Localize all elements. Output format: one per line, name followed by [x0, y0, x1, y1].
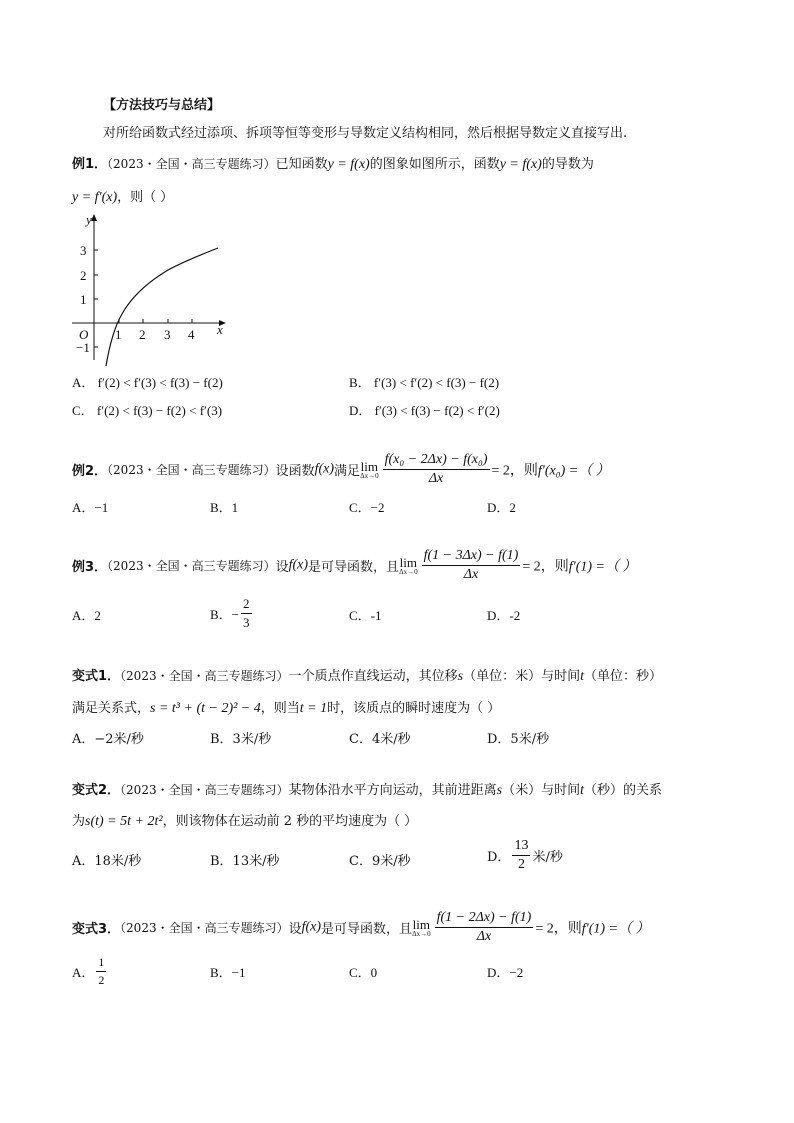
y-axis-arrow [91, 214, 97, 221]
variant-1-stem-line-2 [72, 697, 500, 717]
origin-label: O [79, 327, 89, 342]
example-2-numerator: f(x₀ − 2Δx) − f(x₀) [383, 452, 490, 470]
variant-2-option-d-num: 13 [512, 838, 530, 856]
variant-2-option-b[interactable]: B．13米/秒 [210, 854, 280, 869]
variant-3-text: 设 [288, 922, 302, 937]
variant-1-t: t [580, 669, 584, 684]
variant-1-option-d[interactable]: D．5米/秒 [487, 732, 550, 747]
example-1-text: 已知函数 [275, 157, 328, 172]
variant-2-option-a[interactable]: A．18米/秒 [72, 854, 142, 869]
variant-3-source: （2023・全国・高三专题练习） [120, 921, 289, 935]
example-1-option-a[interactable]: A． f′(2) < f′(3) < f(3) − f(2) [72, 375, 223, 390]
function-curve [106, 248, 218, 366]
variant-2-text-3: （秒）的关系 [583, 783, 662, 798]
example-1-option-c[interactable]: C． f′(2) < f(3) − f(2) < f′(3) [72, 403, 223, 418]
variant-1-formula: s = t³ + (t − 2)² − 4 [150, 701, 261, 716]
variant-2-option-d-den: 2 [517, 857, 525, 872]
example-3-function: f(x) [288, 557, 309, 573]
example-1-option-d[interactable]: D． f′(3) < f(3) − f(2) < f′(2) [349, 403, 500, 418]
example-3-option-c[interactable]: C．-1 [349, 608, 382, 623]
example-2-stem [72, 452, 610, 487]
example-3-ask: f′(1) =（ ） [568, 559, 637, 575]
example-3-limit-word: lim [399, 554, 417, 570]
example-3-option-b-prefix: B．− [210, 607, 240, 622]
variant-2-option-d-prefix: D． [487, 850, 511, 865]
variant-2-stem [72, 779, 662, 799]
x-tick-label-2: 2 [139, 327, 146, 342]
variant-3-option-a-num: 1 [96, 955, 106, 972]
variant-3-limit-word: lim [412, 916, 430, 932]
variant-1-option-a[interactable]: A．−2米/秒 [72, 732, 144, 747]
example-2-limit [360, 460, 379, 480]
example-3-option-b-num: 2 [241, 596, 252, 614]
variant-2-label: 变式2． [72, 783, 121, 798]
y-tick-label-1: 1 [80, 292, 87, 307]
variant-1-text-4: 满足关系式， [72, 701, 151, 716]
example-3-limit-sub: Δx→0 [399, 567, 418, 576]
variant-3-text-2: 是可导函数，且 [321, 922, 413, 937]
variant-3-equals: = 2，则 [535, 921, 582, 937]
example-2-ask: f′(x₀) =（ ） [537, 463, 610, 479]
variant-1-text: 一个质点作直线运动，其位移 [288, 669, 458, 684]
variant-2-source: （2023・全国・高三专题练习） [120, 783, 289, 797]
variant-1-stem [72, 665, 662, 685]
function-graph [68, 210, 238, 370]
variant-3-limit-sub: Δx→0 [412, 929, 431, 938]
variant-3-option-a-fraction [96, 955, 106, 988]
variant-3-denominator: Δx [476, 929, 492, 944]
variant-1-text-2: （单位：米）与时间 [463, 669, 581, 684]
variant-1-s: s [457, 669, 464, 684]
variant-2-text-2: （米）与时间 [502, 783, 581, 798]
variant-3-numerator: f(1 − 2Δx) − f(1) [435, 910, 534, 928]
variant-1-option-c[interactable]: C．4米/秒 [349, 732, 411, 747]
example-1-stem-line-2 [72, 186, 173, 206]
y-axis-label: y [86, 212, 92, 227]
example-3-option-b[interactable] [210, 596, 254, 631]
example-3-option-b-fraction [241, 596, 252, 631]
example-2-option-a[interactable]: A．−1 [72, 500, 109, 515]
section-title: 【方法技巧与总结】 [103, 98, 221, 113]
variant-1-condition: t = 1 [299, 701, 328, 716]
variant-2-option-d-fraction [512, 838, 530, 873]
example-3-stem [72, 548, 636, 583]
variant-1-text-5: ，则当 [260, 701, 300, 716]
x-axis-label: x [217, 322, 223, 337]
example-3-option-d[interactable]: D．-2 [487, 608, 521, 623]
example-1-source: （2023・全国・高三专题练习） [107, 157, 276, 171]
example-2-fraction [383, 452, 490, 487]
example-2-option-c[interactable]: C．−2 [349, 500, 385, 515]
variant-2-t: t [580, 783, 584, 798]
example-3-text-2: 是可导函数，且 [308, 560, 400, 575]
variant-3-limit [412, 918, 431, 938]
variant-3-fraction [435, 910, 534, 945]
variant-3-label: 变式3． [72, 922, 121, 937]
variant-2-option-d-unit: 米/秒 [532, 850, 563, 865]
example-3-limit [399, 556, 418, 576]
variant-1-option-b[interactable]: B．3米/秒 [210, 732, 272, 747]
variant-2-s: s [496, 783, 503, 798]
variant-3-option-d[interactable]: D．−2 [487, 965, 524, 980]
example-2-option-b[interactable]: B．1 [210, 500, 239, 515]
example-2-limit-word: lim [360, 458, 378, 474]
example-3-option-b-den: 3 [243, 615, 250, 630]
example-3-fraction [422, 548, 521, 583]
example-1-label: 例1． [72, 157, 108, 172]
example-3-equals: = 2，则 [522, 559, 569, 575]
example-2-function: f(x) [314, 461, 335, 477]
example-3-text: 设 [275, 560, 289, 575]
example-2-text: 设函数 [275, 464, 315, 479]
variant-2-text: 某物体沿水平方向运动，其前进距离 [288, 783, 497, 798]
variant-2-option-d[interactable] [487, 838, 563, 873]
example-1-ask: ，则（ ） [117, 190, 174, 205]
example-3-source: （2023・全国・高三专题练习） [107, 559, 276, 573]
example-1-function-2: y = f(x) [499, 157, 542, 172]
y-tick-label-2: 2 [80, 268, 87, 283]
y-tick-label-3: 3 [80, 243, 87, 258]
variant-3-option-a[interactable] [72, 955, 108, 988]
example-2-limit-sub: Δx→0 [360, 471, 379, 480]
example-3-option-a[interactable]: A．2 [72, 608, 101, 623]
variant-2-stem-line-2 [72, 810, 417, 830]
example-1-derivative: y = f′(x) [72, 190, 118, 205]
variant-3-ask: f′(1) =（ ） [581, 921, 650, 937]
example-3-label: 例3． [72, 560, 108, 575]
example-2-source: （2023・全国・高三专题练习） [107, 463, 276, 477]
x-tick-label-4: 4 [188, 327, 195, 342]
example-2-text-2: 满足 [334, 464, 361, 479]
example-1-text-2: 的图象如图所示，函数 [369, 157, 500, 172]
variant-3-option-c[interactable]: C．0 [349, 965, 378, 980]
variant-1-text-6: 时，该质点的瞬时速度为（ ） [327, 701, 501, 716]
x-tick-label-1: 1 [115, 327, 122, 342]
variant-2-text-4: 为 [72, 814, 86, 829]
variant-2-formula: s(t) = 5t + 2t² [85, 814, 163, 829]
example-2-label: 例2． [72, 464, 108, 479]
variant-1-label: 变式1． [72, 669, 121, 684]
variant-1-text-3: （单位：秒） [583, 669, 662, 684]
example-2-equals: = 2，则 [491, 463, 538, 479]
variant-3-option-a-prefix: A． [72, 965, 95, 980]
example-1-option-b[interactable]: B． f′(3) < f′(2) < f(3) − f(2) [349, 375, 500, 390]
variant-2-text-5: ，则该物体在运动前 2 秒的平均速度为（ ） [162, 814, 418, 829]
example-1-text-3: 的导数为 [541, 157, 594, 172]
example-3-numerator: f(1 − 3Δx) − f(1) [422, 548, 521, 566]
section-body: 对所给函数式经过添项、拆项等恒等变形与导数定义结构相同，然后根据导数定义直接写出. [103, 126, 628, 141]
variant-2-option-c[interactable]: C．9米/秒 [349, 854, 411, 869]
variant-3-option-a-den: 2 [98, 973, 105, 987]
example-2-option-d[interactable]: D．2 [487, 500, 516, 515]
example-3-denominator: Δx [463, 567, 479, 582]
x-tick-label-3: 3 [164, 327, 171, 342]
example-2-denominator: Δx [428, 471, 444, 486]
example-1-stem [72, 153, 594, 173]
variant-3-function: f(x) [301, 919, 322, 935]
variant-3-stem [72, 910, 649, 945]
variant-1-source: （2023・全国・高三专题练习） [120, 669, 289, 683]
y-tick-label-neg1: −1 [76, 340, 90, 355]
variant-3-option-b[interactable]: B．−1 [210, 965, 246, 980]
example-1-function: y = f(x) [327, 157, 370, 172]
